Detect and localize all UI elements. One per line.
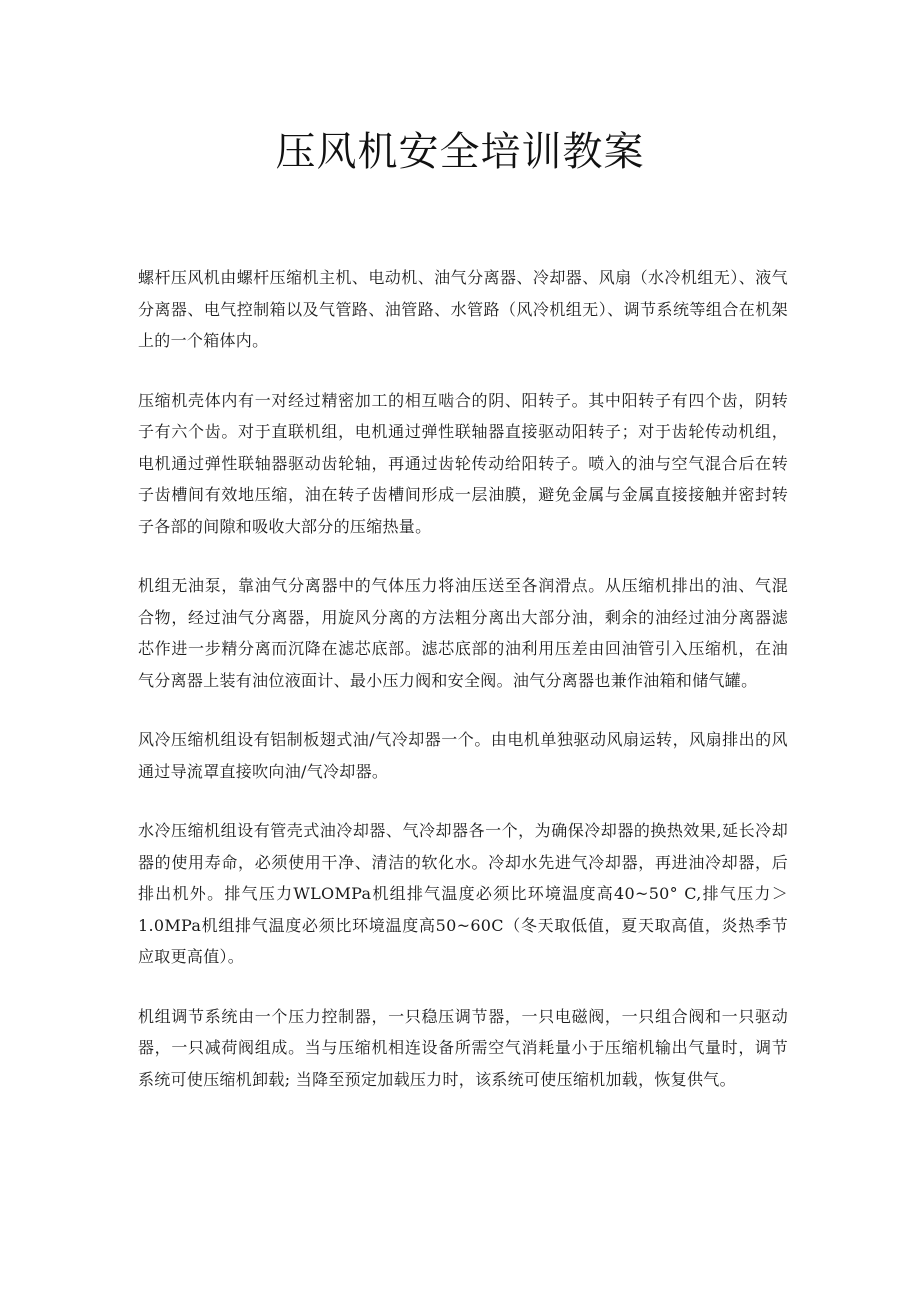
paragraph-regulation-system: 机组调节系统由一个压力控制器，一只稳压调节器，一只电磁阀，一只组合阀和一只驱动器，一只减荷阀组成。当与压缩机相连设备所需空气消耗量小于压缩机输出气量时，调节系统可使压缩机卸载; 当降至预定加载压力时，该系统可使压缩机加载，恢复供气。 <box>138 1006 788 1089</box>
paragraph-air-cooling: 风冷压缩机组设有铝制板翅式油/气冷却器一个。由电机单独驱动风扇运转，风扇排出的风通过导流罩直接吹向油/气冷却器。 <box>138 730 788 781</box>
document-body <box>138 262 788 1123</box>
paragraph-water-cooling: 水冷压缩机组设有管壳式油冷却器、气冷却器各一个，为确保冷却器的换热效果,延长冷却器的使用寿命，必须使用干净、清洁的软化水。冷却水先进气冷却器，再进油冷却器，后排出机外。排气压力WLOMPa机组排气温度必须比环境温度高40~50° C,排气压力＞1.0MPa机组排气温度必须比环境温度高50~60C（冬天取低值，夏天取高值，炎热季节应取更高值）。 <box>138 821 788 966</box>
document-title: 压风机安全培训教案 <box>275 129 645 175</box>
paragraph-oil-separator: 机组无油泵，靠油气分离器中的气体压力将油压送至各润滑点。从压缩机排出的油、气混合物，经过油气分离器，用旋风分离的方法粗分离出大部分油，剩余的油经过油分离器滤芯作进一步精分离而沉降在滤芯底部。滤芯底部的油利用压差由回油管引入压缩机，在油气分离器上装有油位液面计、最小压力阀和安全阀。油气分离器也兼作油箱和储气罐。 <box>138 576 788 690</box>
paragraph-structure: 螺杆压风机由螺杆压缩机主机、电动机、油气分离器、冷却器、风扇（水冷机组无）、液气分离器、电气控制箱以及气管路、油管路、水管路（风冷机组无）、调节系统等组合在机架上的一个箱体内。 <box>138 268 788 350</box>
paragraph-rotors: 压缩机壳体内有一对经过精密加工的相互啮合的阴、阳转子。其中阳转子有四个齿，阴转子有六个齿。对于直联机组，电机通过弹性联轴器直接驱动阳转子；对于齿轮传动机组，电机通过弹性联轴器驱动齿轮轴，再通过齿轮传动给阳转子。喷入的油与空气混合后在转子齿槽间有效地压缩，油在转子齿槽间形成一层油膜，避免金属与金属直接接触并密封转子各部的间隙和吸收大部分的压缩热量。 <box>138 390 788 536</box>
